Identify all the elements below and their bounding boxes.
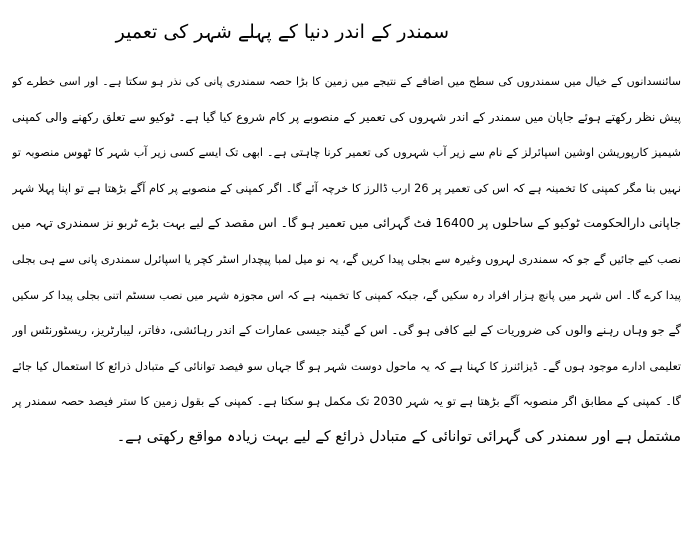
body-line: نصب کیے جائیں گے جو کہ سمندری لہروں وغیرہ سے بجلی پیدا کریں گے، یہ نو میل لمبا پیچدار اسٹر کچر یا اسپائرل سمندری پانی سے ہی بجلی [12, 252, 681, 266]
body-line: پیدا کرے گا۔ اس شہر میں پانچ ہزار افراد رہ سکیں گے، جبکہ کمپنی کا تخمینہ ہے کہ اس مجوزہ شہر میں نصب سسٹم اتنی بجلی پیدا کر سکیں [12, 288, 681, 302]
body-line: پیش نظر رکھتے ہوئے جاپان میں سمندر کے اندر شہروں کی تعمیر کے منصوبے پر کام شروع کیا گیا ہے۔ ٹوکیو سے تعلق رکھنے والی کمپنی [12, 109, 681, 124]
body-line: جاپانی دارالحکومت ٹوکیو کے ساحلوں پر 16400 فٹ گہرائی میں تعمیر ہو گا۔ اس مقصد کے لیے بہت بڑے ٹربو نز سمندری تہہ میں [12, 216, 681, 231]
body-line: گا۔ کمپنی کے مطابق اگر منصوبہ آگے بڑھتا ہے تو یہ شہر 2030 تک مکمل ہو سکتا ہے۔ کمپنی کے بقول زمین کا ستر فیصد حصہ سمندر پر [12, 394, 681, 409]
body-line: نہیں بنا مگر کمپنی کا تخمینہ ہے کہ اس کی تعمیر پر 26 ارب ڈالرز کا خرچہ آئے گا۔ اگر کمپنی کے منصوبے پر کام آگے بڑھتا ہے تو اپنا پہلا شہر [12, 181, 681, 195]
body-line: تعلیمی ادارے موجود ہوں گے۔ ڈیزائنرز کا کہنا ہے کہ یہ ماحول دوست شہر ہو گا جہاں سو فیصد توانائی کے متبادل ذرائع کا استعمال کیا جائے [12, 359, 681, 373]
body-line: گے جو وہاں رہنے والوں کی ضروریات کے لیے کافی ہو گی۔ اس کے گیند جیسی عمارات کے اندر رہائشی، دفاتر، لیبارٹریز، ریسٹورنٹس اور [12, 323, 681, 338]
body-line: سائنسدانوں کے خیال میں سمندروں کی سطح میں اضافے کے نتیجے میں زمین کا بڑا حصہ سمندری پانی کی نذر ہو سکتا ہے۔ اور اسی خطرے کو [12, 75, 681, 88]
body-line: شیمیز کارپوریشن اوشین اسپائرلز کے نام سے زیر آب شہروں کی تعمیر کرنا چاہتی ہے۔ ابھی تک ایسے کسی زیر آب شہر کا ٹھوس منصوبہ تو [12, 146, 681, 160]
article-body [12, 64, 681, 456]
article-title: سمندر کے اندر دنیا کے پہلے شہر کی تعمیر [115, 21, 449, 43]
body-line: مشتمل ہے اور سمندر کی گہرائی توانائی کے متبادل ذرائع کے لیے بہت زیادہ مواقع رکھتی ہے۔ [116, 428, 681, 445]
